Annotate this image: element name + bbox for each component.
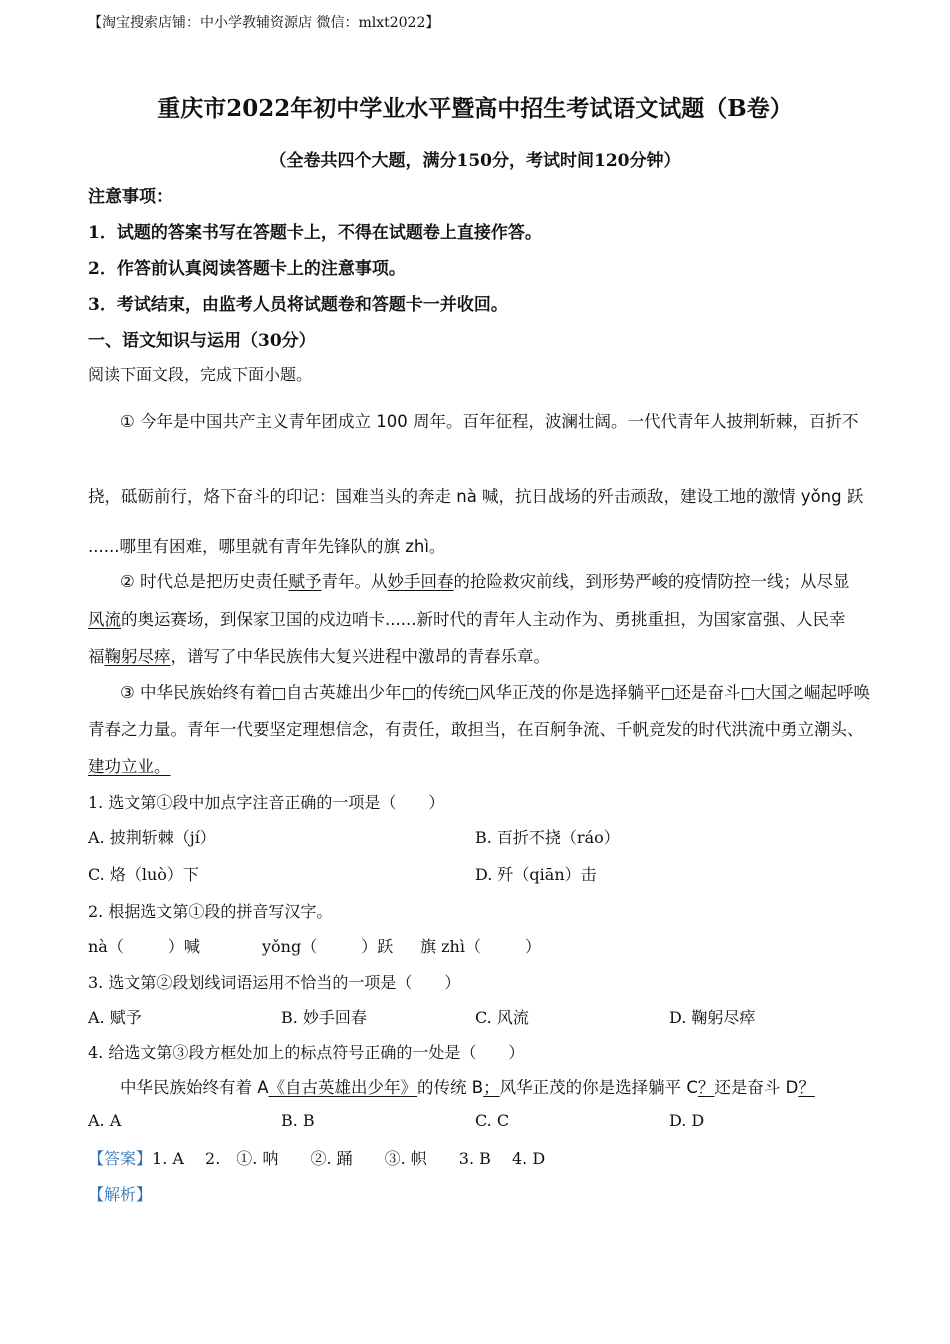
q4-option-c: C. C [475,1111,510,1130]
p2-text-c: 的抢险救灾前线，到形势严峻的疫情防控一线；从尽显 [453,572,850,591]
blank-box [273,688,285,700]
underlined-word-jugongjincui: 鞠躬尽瘁 [104,647,171,666]
q2-blank-na-pre: nà（ [88,937,124,956]
exam-subtitle: （全卷共四个大题，满分150分，考试时间120分钟） [269,151,681,171]
q1-option-a: A. 披荆斩棘（jí） [88,828,216,847]
q3-option-a: A. 赋予 [88,1008,142,1027]
analysis-label: 【解析】 [88,1185,153,1204]
q1-option-d: D. 歼（qiān）击 [475,865,597,884]
q1-stem: 1. 选文第①段中加点字注音正确的一项是（ ） [88,793,445,812]
blank-box [662,688,674,700]
underlined-word-fengliu: 风流 [88,610,121,629]
p3-text-b: 自古英雄出少年 [286,683,402,702]
passage-p3-line3-text: 建功立业。 [88,757,171,776]
q2-blank-zhi [420,934,541,957]
section-instruction: 阅读下面文段，完成下面小题。 [88,365,313,384]
q2-blank-yong-post: ）跃 [361,937,394,956]
p3-text-c: 的传统 [415,683,466,702]
underlined-word-fuyu: 赋予 [288,572,322,591]
passage-p1-line1: ① 今年是中国共产主义青年团成立 100 周年。百年征程，波澜壮阔。一代代青年人披荆斩棘，百折不 [120,412,859,431]
section-heading: 一、语文知识与运用（30分） [88,331,316,351]
q2-blank-yong-pre: yǒng（ [262,937,318,956]
q4-option-a: A. A [88,1111,122,1130]
blank-box [742,688,754,700]
q4-stem: 4. 给选文第③段方框处加上的标点符号正确的一处是（ ） [88,1043,525,1062]
q4-mark-c: ？ [697,1078,715,1097]
q1-option-c: C. 烙（luò）下 [88,865,199,884]
q4-mark-b: ； [483,1078,500,1097]
p2-text-f: ，谱写了中华民族伟大复兴进程中激昂的青春乐章。 [170,647,550,666]
q4-mark-d: ？ [798,1078,815,1097]
passage-p3-line3 [88,753,171,777]
answer-text: 1. A 2. ①. 呐 ②. 踊 ③. 帜 3. B 4. D [152,1149,546,1168]
exam-title: 重庆市2022年初中学业水平暨高中招生考试语文试题（B卷） [157,95,793,122]
notice-item-3: 3．考试结束，由监考人员将试题卷和答题卡一并收回。 [88,295,508,315]
passage-p2-line1 [120,568,850,592]
q1-option-b: B. 百折不挠（ráo） [475,828,620,847]
p2-text-d: 的奥运赛场，到保家卫国的戍边哨卡......新时代的青年人主动作为、勇挑重担，为国家富强、人民幸 [121,610,846,629]
notice-heading: 注意事项： [88,187,173,207]
blank-box [466,688,478,700]
passage-p2-line2 [88,606,845,630]
passage-p1-line2: 挠，砥砺前行，烙下奋斗的印记：国难当头的奔走 nà 喊，抗日战场的歼击顽敌，建设工地的激情 yǒng 跃 [88,487,864,506]
q4-sentence-a: 中华民族始终有着 A [120,1078,269,1097]
passage-p3-line2: 青春之力量。青年一代要坚定理想信念，有责任，敢担当，在百舸争流、千帆竞发的时代洪流中勇立潮头、 [88,720,864,739]
answer-line [88,1146,545,1169]
p2-text-b: 青年。从 [321,572,388,591]
q2-blank-na [88,934,200,957]
q4-sentence-b: 的传统 B [417,1078,484,1097]
q4-option-d: D. D [669,1111,705,1130]
q4-sentence [120,1074,815,1098]
q3-stem: 3. 选文第②段划线词语运用不恰当的一项是（ ） [88,973,461,992]
p3-text-e: 还是奋斗 [674,683,741,702]
underlined-word-miaoshouhuichun: 妙手回春 [387,572,454,591]
q4-mark-a: 《自古英雄出少年》 [268,1078,418,1097]
q2-blank-yong [262,934,393,957]
q4-sentence-d: 还是奋斗 D [714,1078,799,1097]
passage-p3-line1 [120,679,870,703]
p3-text-d: 风华正茂的你是选择躺平 [479,683,661,702]
header-note: 【淘宝搜索店铺：中小学教辅资源店 微信：mlxt2022】 [88,15,440,31]
q2-stem: 2. 根据选文第①段的拼音写汉字。 [88,902,333,921]
q2-blank-zhi-pre: 旗 zhì（ [420,937,481,956]
p3-text-a: ③ 中华民族始终有着 [120,683,273,702]
p2-text-a: ② 时代总是把历史责任 [120,572,289,591]
answer-label: 【答案】 [88,1149,153,1168]
p3-text-f: 大国之崛起呼唤 [754,683,871,702]
p2-text-e: 福 [88,647,105,666]
q3-option-d: D. 鞠躬尽瘁 [669,1008,756,1027]
passage-p2-line3 [88,643,550,667]
q2-blank-zhi-post: ） [524,937,541,956]
q3-option-c: C. 风流 [475,1008,529,1027]
notice-item-2: 2．作答前认真阅读答题卡上的注意事项。 [88,259,406,279]
q3-option-b: B. 妙手回春 [281,1008,367,1027]
q4-sentence-c: 风华正茂的你是选择躺平 C [499,1078,698,1097]
notice-item-1: 1．试题的答案书写在答题卡上，不得在试题卷上直接作答。 [88,223,542,243]
q4-option-b: B. B [281,1111,315,1130]
blank-box [403,688,415,700]
passage-p1-line3: ......哪里有困难，哪里就有青年先锋队的旗 zhì。 [88,537,446,556]
q2-blank-na-post: ）喊 [167,937,200,956]
